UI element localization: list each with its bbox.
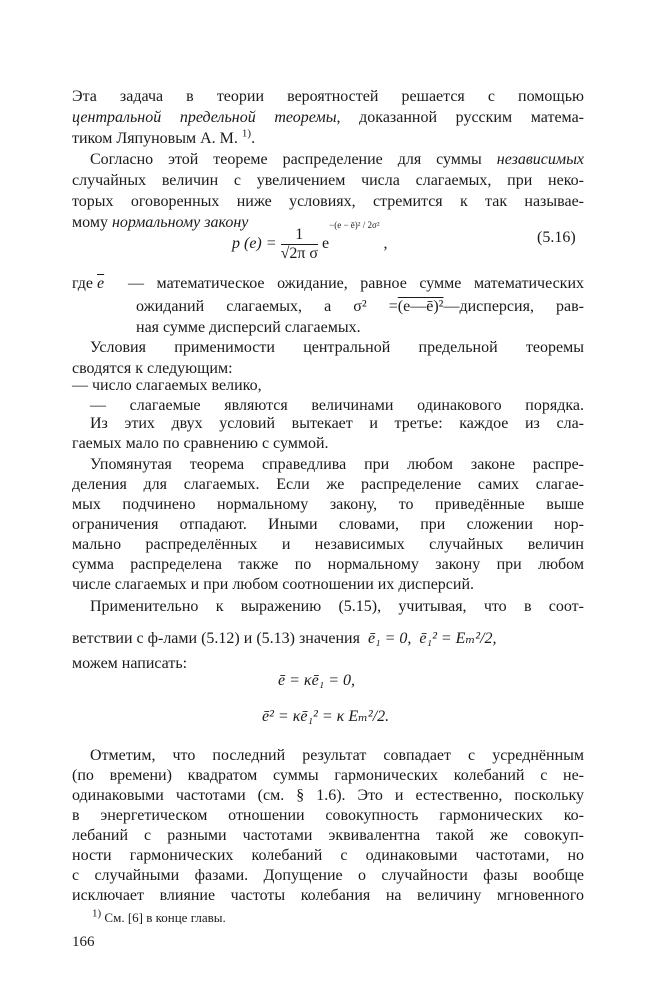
p7-line5: лебаний с разными частотами эквивалентна такой же совокуп-	[72, 827, 584, 844]
p4-line2: гаемых мало по сравнению с суммой.	[72, 435, 329, 452]
p1-line1: Эта задача в теории вероятностей решается с помощью	[72, 88, 584, 105]
footnote-marker: 1)	[92, 907, 102, 920]
equation-mean-square: ē² = κē₁² = κ Eₘ²/2.	[262, 708, 390, 725]
p2-line3: торых оговоренных ниже условиях, стремится к так называе-	[72, 193, 584, 210]
p7-line1: Отметим, что последний результат совпадает с усреднённым	[90, 747, 584, 764]
p1-line3: тиком Ляпуновым А. М. $^{1)}$.	[72, 127, 256, 147]
p5-line2: деления для слагаемых. Если же распределение самих слагае-	[72, 476, 584, 493]
footnote	[92, 907, 226, 926]
p5-line3: мых подчинено нормальному закону, то приведённые выше	[72, 496, 584, 513]
page-number: 166	[72, 934, 95, 950]
p4-line1: Из этих двух условий вытекает и третье: каждое из сла-	[90, 415, 584, 432]
equation-number: (5.16)	[537, 229, 576, 246]
footnote-ref: 1)	[241, 127, 252, 140]
p3-line4: — слагаемые являются величинами одинакового порядка.	[90, 397, 584, 414]
p5-line5: мально распределённых и независимых случайных величин	[72, 536, 584, 553]
p5-line1: Упомянутая теорема справедлива при любом законе распре-	[90, 456, 584, 473]
p5-line6: сумма распределена также по нормальному закону при любом	[72, 556, 584, 573]
p5-line4: ограничения отпадают. Иными словами, при сложении нор-	[72, 516, 584, 533]
p2-line1: Согласно этой теореме распределение для суммы независимых	[90, 151, 585, 168]
p6-line2: ветствии с ф-лами (5.12) и (5.13) значения ē₁ = 0, ē₁² = Eₘ²/2,	[72, 630, 497, 647]
p6-line3: можем написать:	[72, 655, 188, 672]
where-line1: — математическое ожидание, равное сумме математических	[128, 275, 584, 292]
where-line3: ная сумме дисперсий слагаемых.	[136, 319, 361, 336]
p7-line4: в энергетическом отношении совокупность гармонических ко-	[72, 807, 584, 824]
p7-line2: (по времени) квадратом суммы гармонических колебаний с не-	[72, 767, 584, 784]
p3-line2: сводятся к следующим:	[72, 360, 233, 377]
term-central-limit-theorem: центральной предельной теоремы	[72, 109, 337, 126]
p7-line7: с случайными фазами. Допущение о случайности фазы вообще	[72, 867, 584, 884]
equation-mean: ē = κē₁ = 0,	[278, 672, 356, 689]
p2-line2: случайных величин с увеличением числа слагаемых, при неко-	[72, 172, 584, 189]
fraction: $\frac{1}{\text{√2π σ}}$	[280, 226, 319, 262]
p3-line1: Условия применимости центральной предельной теоремы	[90, 339, 584, 356]
p6-line1: Применительно к выражению (5.15), учитывая, что в соот-	[90, 598, 584, 615]
where-line2: ожиданий слагаемых, а σ² =(e—ē)²—дисперсия, рав-	[136, 298, 584, 315]
exponent: −(e − ē)² / 2σ²	[329, 219, 380, 230]
p5-line7: числе слагаемых и при любом соотношении их дисперсий.	[72, 576, 475, 593]
p1-line2: центральной предельной теоремы, доказанной русским матема-	[72, 109, 584, 126]
formula-e1: ē₁ = 0,	[367, 630, 412, 647]
p3-line3: — число слагаемых велико,	[72, 377, 262, 394]
formula-e1-squared: ē₁² = Eₘ²/2,	[419, 630, 497, 647]
footnote-text: См. [6] в конце главы.	[104, 910, 226, 925]
equation-5-16: p (e) = $\frac{1}{\text{√2π σ}}$ $e^{-(e - ē)^2 / 2\sigma^2}$ ,	[232, 219, 388, 262]
p2-line4: мому нормальному закону	[72, 214, 249, 231]
p7-line6: ности гармонических колебаний с одинаковыми частотами, но	[72, 847, 584, 864]
where-label: где $\overline{e}$	[72, 275, 105, 292]
p7-line3: одинаковыми частотами (см. § 1.6). Это и естественно, поскольку	[72, 787, 584, 804]
p7-line8: исключает влияние частоты колебания на величину мгновенного	[72, 887, 584, 904]
